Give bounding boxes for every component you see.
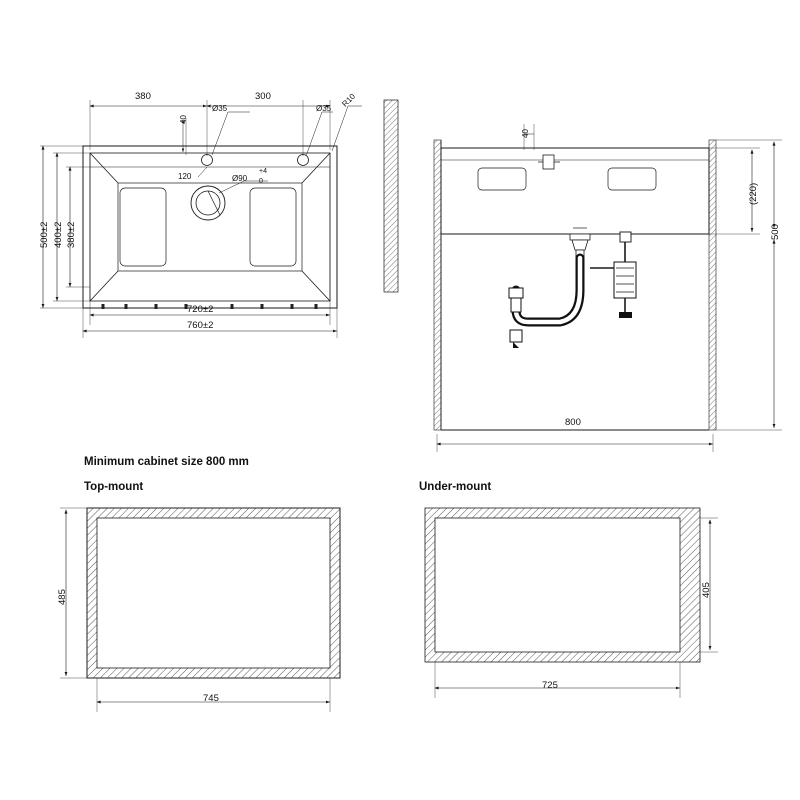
- dim-hole-35-left: Ø35: [212, 104, 228, 113]
- dim-tolerance-minus: 0: [259, 178, 263, 185]
- dim-380-top: 380: [135, 91, 151, 102]
- dim-720: 720±2: [187, 304, 214, 315]
- dim-hole-35-right: Ø35: [316, 104, 332, 113]
- dim-300-top: 300: [255, 91, 271, 102]
- dim-725: 725: [542, 680, 558, 691]
- side-view-group: [384, 100, 782, 452]
- dim-220: (220): [748, 182, 759, 205]
- dim-485: 485: [57, 589, 68, 605]
- dim-120: 120: [178, 172, 192, 181]
- dim-tolerance-plus: +4: [259, 168, 267, 175]
- under-mount-group: [425, 508, 718, 698]
- dim-405: 405: [701, 582, 712, 598]
- top-mount-group: [57, 508, 340, 712]
- dim-40-side: 40: [521, 129, 530, 138]
- dim-760: 760±2: [187, 320, 214, 331]
- cabinet-size-note: Minimum cabinet size 800 mm: [84, 456, 249, 468]
- dim-40-top: 40: [179, 115, 188, 124]
- dim-400: 400±2: [53, 221, 64, 248]
- dim-drain-90: Ø90: [232, 174, 248, 183]
- dim-745: 745: [203, 693, 219, 704]
- top-mount-label: Top-mount: [84, 481, 144, 493]
- dim-500-side: 500: [770, 224, 781, 240]
- dim-380: 380±2: [66, 221, 77, 248]
- dim-500: 500±2: [39, 221, 50, 248]
- top-view-group: [40, 100, 362, 338]
- dim-radius-r10: R10: [340, 91, 358, 109]
- dim-800: 800: [565, 417, 581, 428]
- under-mount-label: Under-mount: [419, 481, 492, 493]
